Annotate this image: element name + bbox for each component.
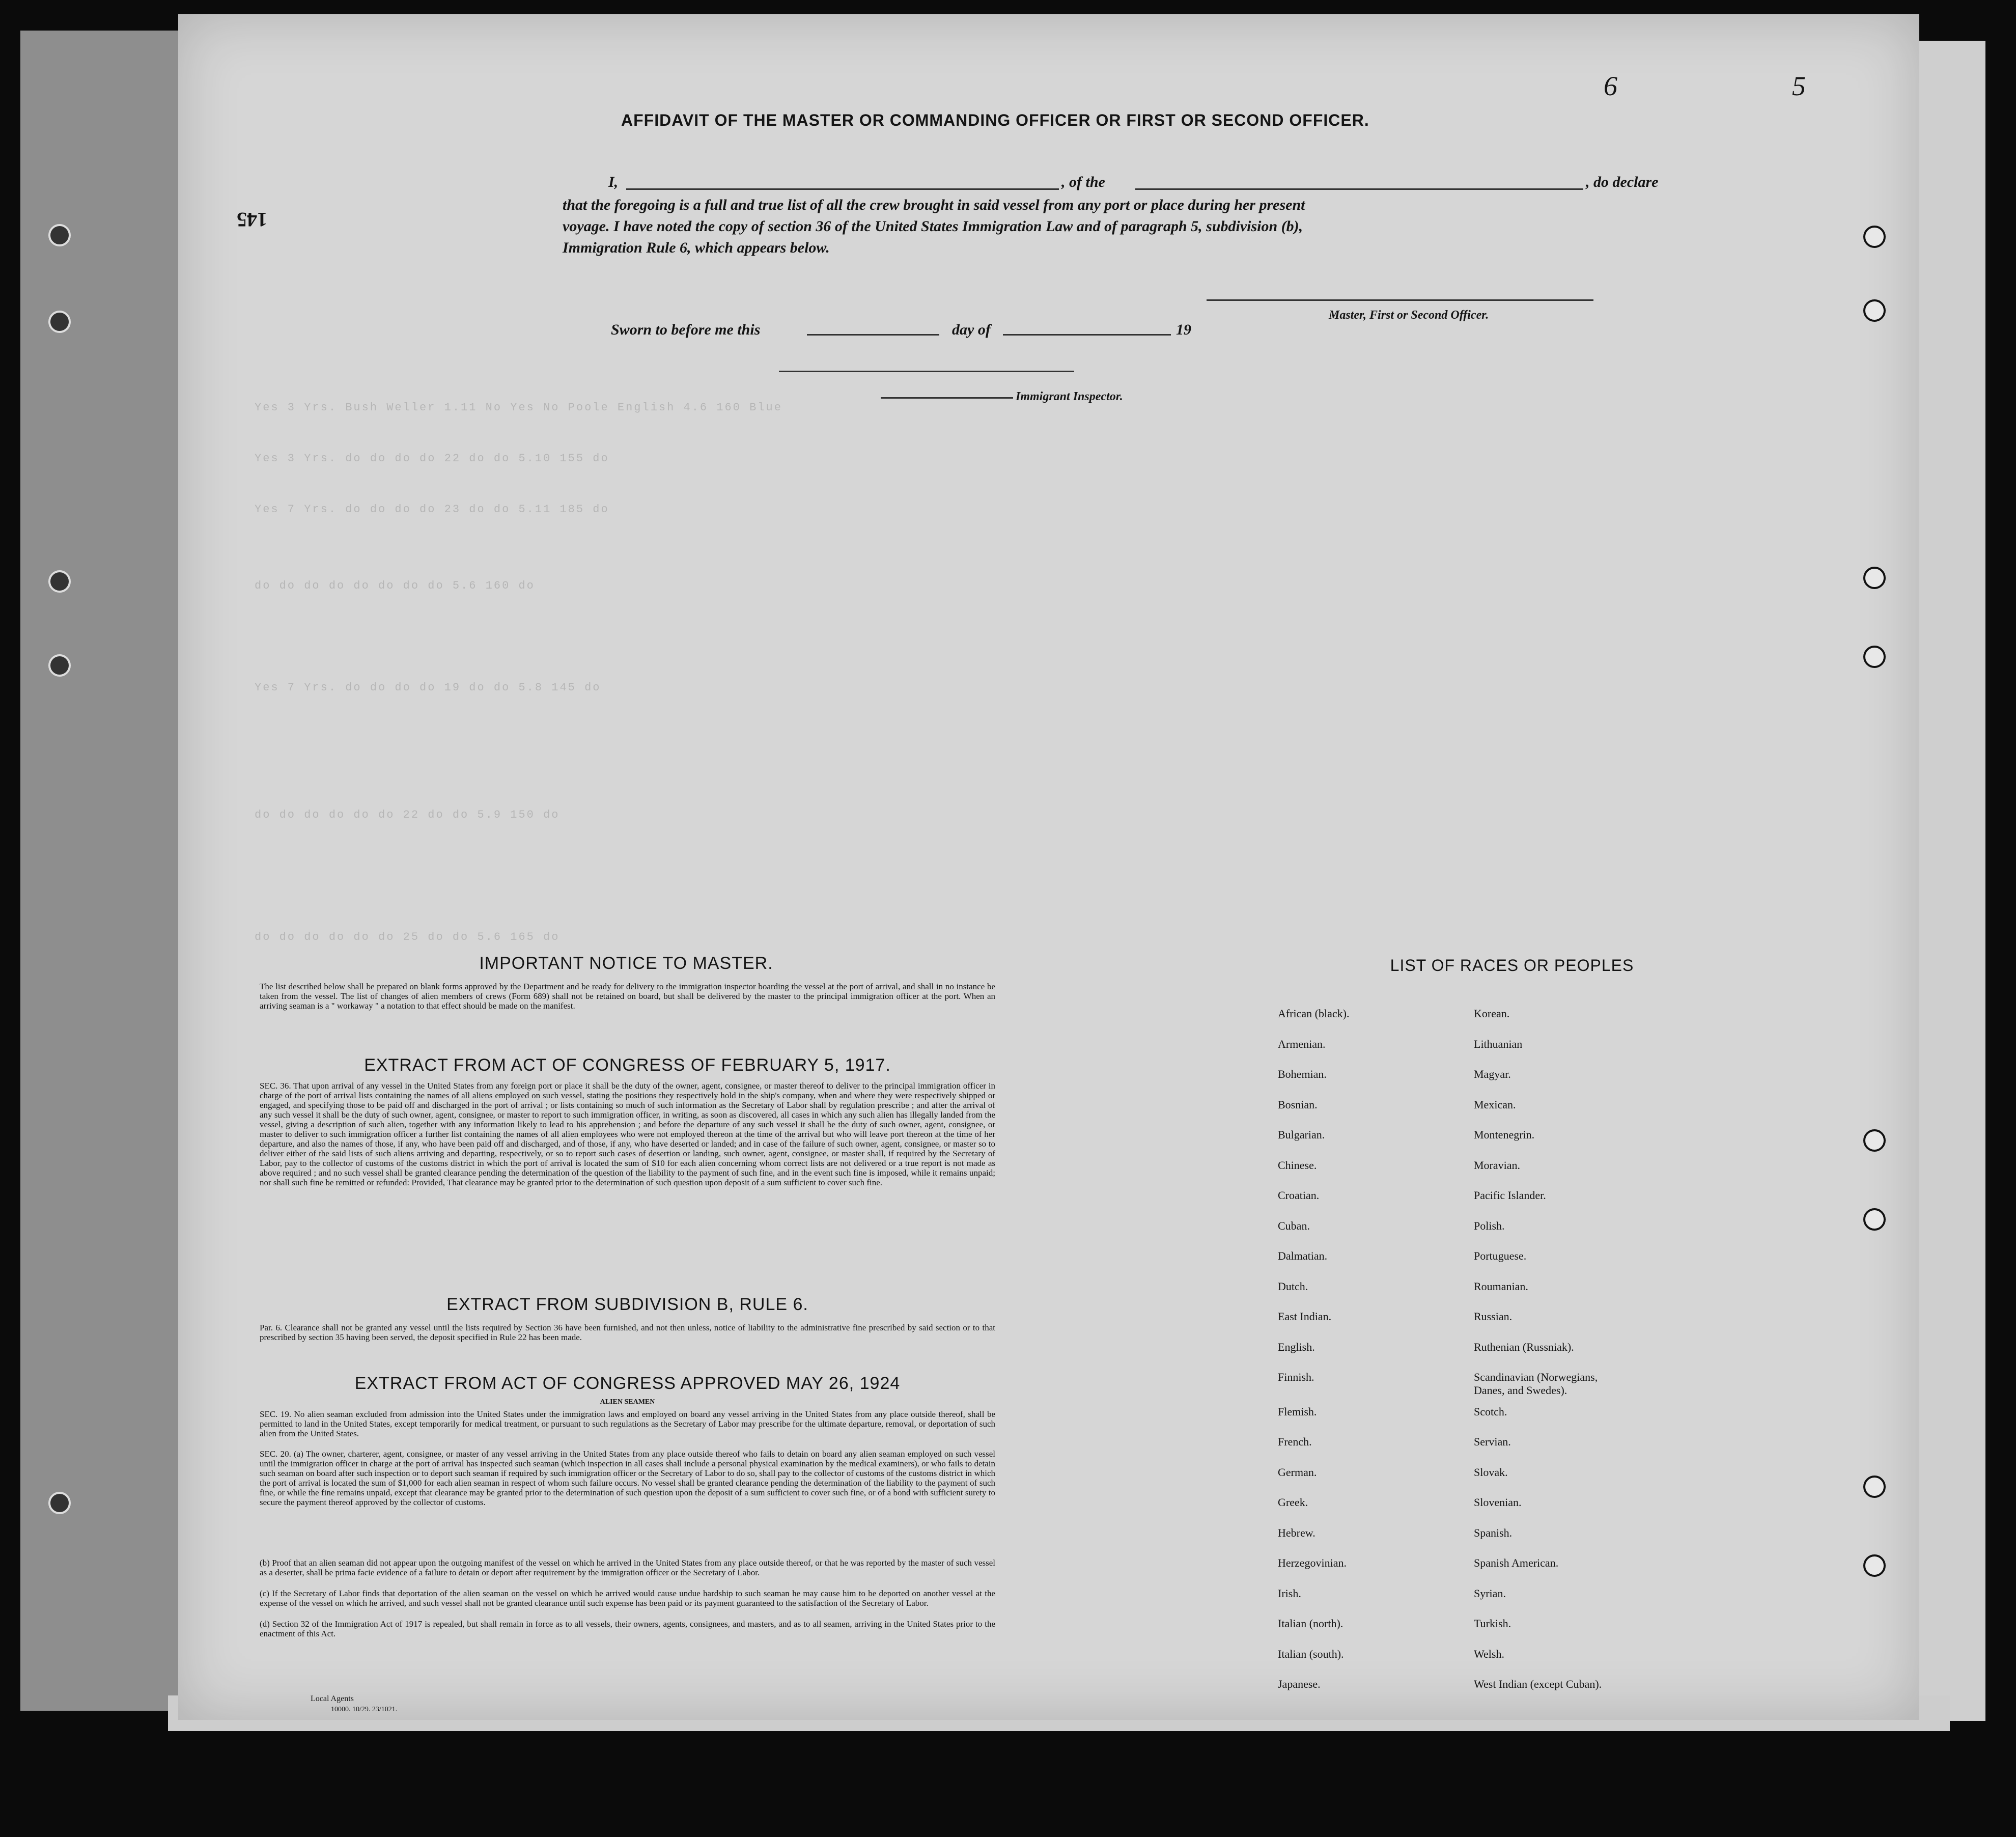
notice-text: The list described below shall be prepared on blank forms approved by the Department and be ready for delivery to the immigration inspector boarding the vessel at the port of arrival, and shall in no instance be taken from the vessel. The list of changes of alien members of crews (Form 689) shall not be retained on board, but shall be delivered by the master to the principal immigration officer at the port. When an arriving seaman is a " workaway " a notation to that effect should be made on the manifest. <box>260 982 995 1011</box>
bleed-through-row: do do do do do do do do 5.6 160 do <box>255 579 535 592</box>
footer-agents: Local Agents <box>311 1694 354 1703</box>
race-item: Dalmatian. <box>1278 1249 1328 1262</box>
race-item: Mexican. <box>1474 1098 1516 1111</box>
race-item: Magyar. <box>1474 1068 1511 1080</box>
extract-1917-text: SEC. 36. That upon arrival of any vessel in the United States from any foreign port or place it shall be the duty of the owner, agent, consignee, or master thereof to deliver to the principal immigration officer in charge of the port of arrival lists containing the names of all aliens employed on such vessel, stating the positions they respectively hold in the ship's company, when and where they were respectively shipped or engaged, and specifying those to be paid off and discharged in the port of arrival ; or lists containing so much of such information as the Secretary of Labor shall by regulation prescribe ; and after the arrival of any such vessel it shall be the duty of such owner, agent, consignee, or master to report to such immigration officer, in writing, as soon as discovered, all cases in which any such alien has illegally landed from the vessel, giving a description of such alien, together with any information likely to lead to his apprehension ; and before the departure of any such vessel it shall be the duty of such owner, agent, consignee, or master to deliver to such immigration officer a further list containing the names of all alien employees who were not employed thereon at the time of the arrival but who will leave port thereon at the time of her departure, and also the names of those, if any, who have been paid off and discharged, and of those, if any, who have deserted or landed; and in case of the failure of such owner, agent, consignee, or master so to deliver either of the said lists of such aliens arriving and departing, respectively, or so to report such cases of desertion or landing, such owner, agent, consignee, or master shall, if required by the Secretary of Labor, pay to the collector of customs of the customs district in which the port of arrival is located the sum of $10 for each alien concerning whom correct lists are not delivered or a true report is not made as above required ; and no such vessel shall be granted clearance pending the determination of the question of the liability to the payment of such fine, and in the event such fine is imposed, while it remains unpaid; nor shall such fine be remitted or refunded: Provided, That clearance may be granted prior to the determination of such question upon deposit of a sum sufficient to cover such fine. <box>260 1081 995 1187</box>
extract-1924-sec20c: (c) If the Secretary of Labor finds that deportation of the alien seaman on the vessel on which he arrived would cause undue hardship to such seaman he may cause him to be deported on another vessel at the expense of the vessel on which he arrived, and such vessel shall not be granted clearance until such expense has been paid or its payment guaranteed to the satisfaction of the Secretary of Labor. <box>260 1589 995 1608</box>
page-number: 145 <box>237 208 267 231</box>
race-item: Lithuanian <box>1474 1037 1523 1050</box>
race-item: Servian. <box>1474 1435 1511 1448</box>
race-item: Welsh. <box>1474 1647 1504 1660</box>
extract-1924-subtitle: ALIEN SEAMEN <box>600 1398 655 1406</box>
sheet-number-right: 5 <box>1792 71 1806 101</box>
vessel-line <box>1135 188 1583 190</box>
race-item: Russian. <box>1474 1310 1513 1323</box>
race-item: Herzegovinian. <box>1278 1556 1347 1569</box>
race-item: Montenegrin. <box>1474 1128 1535 1141</box>
race-item: Korean. <box>1474 1007 1510 1020</box>
race-item: Scotch. <box>1474 1405 1507 1418</box>
extract-rule6-text: Par. 6. Clearance shall not be granted any vessel until the lists required by Section 36 have been furnished, and not then unless, notice of liability to the administrative fine prescribed by said section or to that prescribed by section 35 having been served, the deposit specified in Rule 22 has been made. <box>260 1323 995 1342</box>
extract-rule6-title: EXTRACT FROM SUBDIVISION B, RULE 6. <box>446 1295 808 1314</box>
race-item: Italian (north). <box>1278 1617 1343 1630</box>
race-item: Scandinavian (Norwegians, Danes, and Swedes). <box>1474 1371 1598 1397</box>
affidavit-title: AFFIDAVIT OF THE MASTER OR COMMANDING OFFICER OR FIRST OR SECOND OFFICER. <box>621 111 1369 129</box>
race-item: Polish. <box>1474 1219 1505 1232</box>
race-item: Bulgarian. <box>1278 1128 1325 1141</box>
race-item: Chinese. <box>1278 1158 1317 1172</box>
affidavit-i-label: I, <box>608 174 619 190</box>
race-item: Greek. <box>1278 1496 1308 1509</box>
race-item: Hebrew. <box>1278 1526 1315 1539</box>
race-item: French. <box>1278 1435 1312 1448</box>
race-item: Moravian. <box>1474 1158 1521 1172</box>
name-line <box>626 188 1059 190</box>
inspector-line <box>881 397 1013 399</box>
extract-1924-sec20d: (d) Section 32 of the Immigration Act of 1917 is repealed, but shall remain in force as to all vessels, their owners, agents, consignees, and masters, and as to all seamen, arriving in the United States prior to the enactment of this Act. <box>260 1619 995 1638</box>
binder-hole <box>1863 1476 1886 1498</box>
year-label: 19 <box>1176 321 1191 338</box>
underlying-sheet-left <box>20 31 188 1711</box>
affidavit-line-2: that the foregoing is a full and true list of all the crew brought in said vessel from any port or place during her present <box>563 197 1305 213</box>
race-item: Spanish. <box>1474 1526 1513 1539</box>
race-item: Ruthenian (Russniak). <box>1474 1340 1574 1353</box>
extract-1924-sec19: SEC. 19. No alien seaman excluded from admission into the United States under the immigration laws and employed on board any vessel arriving in the United States from any place outside thereof, shall be permitted to land in the United States, except temporarily for medical treatment, or pursuant to such regulations as the Secretary of Labor may prescribe for the ultimate departure, removal, or deportation of such alien from the United States. <box>260 1409 995 1438</box>
bleed-through-row: Yes 7 Yrs. do do do do 19 do do 5.8 145 do <box>255 681 601 694</box>
master-label: Master, First or Second Officer. <box>1329 309 1489 322</box>
sworn-label: Sworn to before me this <box>611 321 761 338</box>
manifest-sheet <box>178 14 1919 1720</box>
extract-1917-title: EXTRACT FROM ACT OF CONGRESS OF FEBRUARY 5, 1917. <box>364 1055 891 1075</box>
binder-hole <box>1863 1554 1886 1577</box>
race-item: Finnish. <box>1278 1371 1314 1383</box>
affidavit-declare-label: , do declare <box>1586 174 1659 190</box>
inspector-label: Immigrant Inspector. <box>1016 390 1123 403</box>
race-item: West Indian (except Cuban). <box>1474 1678 1602 1690</box>
bleed-through-row: do do do do do do 22 do do 5.9 150 do <box>255 809 560 821</box>
binder-hole <box>48 311 71 333</box>
race-item: Croatian. <box>1278 1189 1320 1202</box>
binder-hole <box>1863 567 1886 589</box>
race-item: Slovak. <box>1474 1465 1508 1479</box>
binder-hole <box>1863 1208 1886 1231</box>
binder-hole <box>48 1492 71 1514</box>
affidavit-line-3: voyage. I have noted the copy of section 36 of the United States Immigration Law and of paragraph 5, subdivision (b), <box>563 218 1303 235</box>
race-item: Syrian. <box>1474 1586 1506 1600</box>
footer-form-code: 10000. 10/29. 23/1021. <box>331 1706 398 1713</box>
race-item: Flemish. <box>1278 1405 1317 1418</box>
bleed-through-row: Yes 3 Yrs. do do do do 22 do do 5.10 155 do <box>255 452 609 465</box>
race-item: Roumanian. <box>1474 1279 1528 1293</box>
race-item: Spanish American. <box>1474 1556 1559 1569</box>
binder-hole <box>48 570 71 593</box>
race-item: East Indian. <box>1278 1310 1332 1323</box>
affidavit-of-the-label: , of the <box>1061 174 1105 190</box>
extract-1924-sec20b: (b) Proof that an alien seaman did not appear upon the outgoing manifest of the vessel on which he arrived in the United States from any place outside thereof, or that he was reported by the master of such vessel as a deserter, shall be prima facie evidence of a failure to detain or deport after requirement by the immigration officer or the Secretary of Labor. <box>260 1558 995 1577</box>
race-item: African (black). <box>1278 1007 1350 1020</box>
notice-title: IMPORTANT NOTICE TO MASTER. <box>479 954 773 973</box>
races-title: LIST OF RACES OR PEOPLES <box>1390 956 1634 975</box>
master-signature-line <box>1207 299 1593 301</box>
race-item: Portuguese. <box>1474 1249 1527 1262</box>
race-item: Armenian. <box>1278 1037 1326 1050</box>
bleed-through-row: Yes 3 Yrs. Bush Weller 1.11 No Yes No Poole English 4.6 160 Blue <box>255 401 782 414</box>
affidavit-line-4: Immigration Rule 6, which appears below. <box>563 239 830 256</box>
race-item: Irish. <box>1278 1586 1301 1600</box>
binder-hole <box>1863 1129 1886 1152</box>
binder-hole <box>48 224 71 246</box>
race-item: Bosnian. <box>1278 1098 1318 1111</box>
sheet-number-left: 6 <box>1604 71 1617 101</box>
binder-hole <box>48 654 71 677</box>
race-item: Dutch. <box>1278 1279 1308 1293</box>
race-item: Slovenian. <box>1474 1496 1522 1509</box>
extract-1924-title: EXTRACT FROM ACT OF CONGRESS APPROVED MAY 26, 1924 <box>354 1374 901 1393</box>
race-item: Turkish. <box>1474 1617 1511 1630</box>
bleed-through-row: do do do do do do 25 do do 5.6 165 do <box>255 931 560 943</box>
race-item: Italian (south). <box>1278 1647 1344 1660</box>
race-item: Japanese. <box>1278 1678 1321 1690</box>
race-item: Pacific Islander. <box>1474 1189 1546 1202</box>
bleed-through-row: Yes 7 Yrs. do do do do 23 do do 5.11 185 do <box>255 503 609 516</box>
race-item: Bohemian. <box>1278 1068 1327 1080</box>
sworn-day-line <box>807 334 939 336</box>
inspector-line-upper <box>779 371 1074 372</box>
binder-hole <box>1863 646 1886 668</box>
binder-hole <box>1863 299 1886 322</box>
sworn-month-line <box>1003 334 1171 336</box>
extract-1924-sec20a: SEC. 20. (a) The owner, charterer, agent, consignee, or master of any vessel arriving in the United States from any place outside thereof who fails to detain on board any alien seaman employed on such vessel until the immigration officer in charge at the port of arrival has inspected such seaman (which inspection in all cases shall include a personal physical examination by the medical examiners), or who fails to detain such seaman on board after such inspection or to deport such seaman if required by such immigration officer or the Secretary of Labor to do so, shall pay to the collector of customs of the customs district in which the port of arrival is located the sum of $1,000 for each alien seaman in respect of whom such failure occurs. No vessel shall be granted clearance pending the determination of the liability to the payment of such fine, or while the fine remains unpaid, except that clearance may be granted prior to the determination of such question upon the deposit of a sum sufficient to cover such fine, or of a bond with sufficient surety to secure the payment thereof approved by the collector of customs. <box>260 1449 995 1507</box>
binder-hole <box>1863 226 1886 248</box>
race-item: English. <box>1278 1340 1315 1353</box>
race-item: Cuban. <box>1278 1219 1310 1232</box>
day-of-label: day of <box>952 321 991 338</box>
race-item: German. <box>1278 1465 1317 1479</box>
